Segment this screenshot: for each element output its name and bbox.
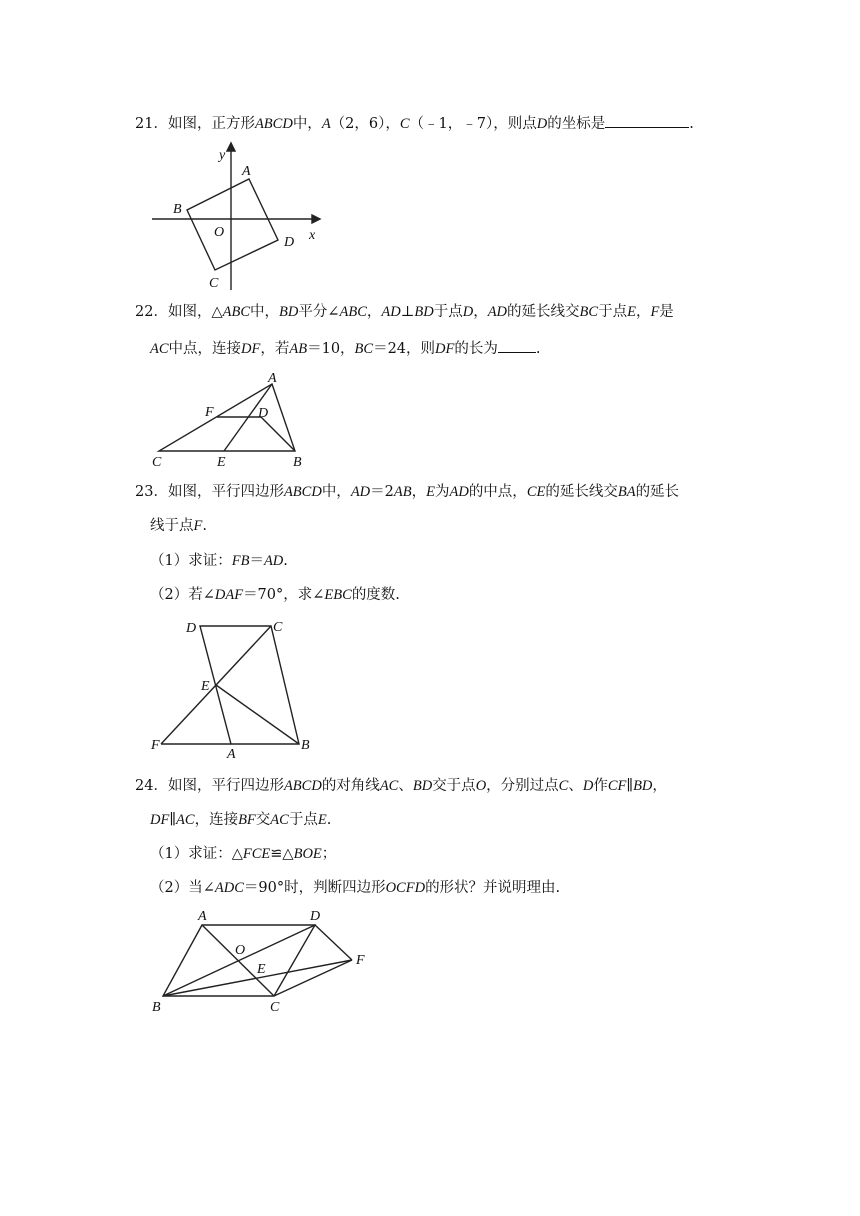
q23-part-1 xyxy=(150,551,288,571)
q24-segment: ，连接 xyxy=(194,812,239,828)
q23-var: EBC xyxy=(324,587,352,603)
q22-var: D xyxy=(462,304,474,320)
q24-var: AC xyxy=(270,812,289,828)
q23-var: FB xyxy=(231,553,250,569)
label-f: F xyxy=(205,405,214,420)
q22-segment: ＝10， xyxy=(307,341,355,357)
q23-var: AB xyxy=(393,484,412,500)
q24-var: ABCD xyxy=(283,778,322,794)
q22-var: AB xyxy=(289,341,308,357)
q24-segment: 交于点 xyxy=(432,778,476,794)
q24-segment: 如图，平行四边形 xyxy=(167,778,284,794)
segment-cf xyxy=(274,960,352,996)
q22-var: AD xyxy=(487,304,508,320)
square-abcd xyxy=(187,179,278,270)
q24-segment: ，分别过点 xyxy=(486,778,559,794)
q23-segment: . xyxy=(283,553,288,569)
q22-line-2 xyxy=(150,337,540,359)
q24-segment: 、 xyxy=(398,778,413,794)
q23-segment: （1）求证： xyxy=(150,553,232,569)
label-o: O xyxy=(235,943,246,958)
q21-text xyxy=(135,112,694,134)
q23-var: AD xyxy=(449,484,469,500)
q22-var: ABC xyxy=(339,304,367,320)
q23-segment: 线于点 xyxy=(150,518,194,534)
q22-var: DF xyxy=(241,341,261,357)
q23-var: DAF xyxy=(214,587,244,603)
q22-segment: ， xyxy=(366,304,382,320)
q23-segment: 的延长 xyxy=(635,484,680,500)
q24-segment: ∥ xyxy=(169,812,177,828)
q24-var: ADC xyxy=(214,880,244,896)
label-a: A xyxy=(198,909,207,924)
diagonal-bd xyxy=(163,925,315,996)
label-d: D xyxy=(258,406,269,421)
q22-var: ABC xyxy=(222,304,250,320)
q23-segment: 中， xyxy=(321,484,351,500)
q24-var: FCE xyxy=(242,846,271,862)
label-x: x xyxy=(309,228,316,243)
q22-line-1 xyxy=(135,302,674,322)
q24-segment: ∥ xyxy=(626,778,634,794)
label-d: D xyxy=(284,235,295,250)
label-c: C xyxy=(152,455,162,470)
q24-segment: . xyxy=(326,812,332,828)
q23-var: ABCD xyxy=(283,484,322,500)
q22-segment: 是 xyxy=(659,304,674,320)
q24-segment: （1）求证：△ xyxy=(150,846,243,862)
q22-segment: 于点 xyxy=(433,304,463,320)
label-c: C xyxy=(270,1000,280,1015)
q24-var: C xyxy=(558,778,569,794)
q23-segment: ＝70°，求∠ xyxy=(243,587,325,603)
q24-var: BF xyxy=(238,812,256,828)
q24-var: E xyxy=(317,812,327,828)
q24-segment: 于点 xyxy=(288,812,318,828)
label-c: C xyxy=(209,276,219,291)
q23-var: AD xyxy=(350,484,371,500)
q23-var: E xyxy=(426,484,435,500)
q22-var: BC xyxy=(354,341,374,357)
q23-segment: ＝2 xyxy=(370,484,394,500)
q24-number: 24． xyxy=(135,778,168,794)
q22-var: BC xyxy=(579,304,599,320)
q21-number: 21． xyxy=(135,116,168,132)
q22-var: AC xyxy=(150,341,169,357)
q22-var: F xyxy=(650,304,660,320)
label-a: A xyxy=(242,164,251,179)
q24-var: O xyxy=(475,778,487,794)
q23-line-1 xyxy=(135,482,679,502)
q24-var: DF xyxy=(150,812,170,828)
segment-df xyxy=(315,925,352,960)
q24-part-2 xyxy=(150,878,560,898)
q24-line-1 xyxy=(135,776,667,796)
q24-var: BOE xyxy=(293,846,322,862)
q21-var: D xyxy=(536,116,548,132)
q23-number: 23． xyxy=(135,484,168,500)
q24-var: AC xyxy=(379,778,399,794)
q21-segment: 中， xyxy=(292,116,322,132)
q22-segment: 的长为 xyxy=(454,341,498,357)
q24-var: BD xyxy=(412,778,433,794)
label-f: F xyxy=(356,953,365,968)
label-e: E xyxy=(201,679,210,694)
q22-figure xyxy=(150,368,310,470)
q22-segment: 的延长线交 xyxy=(507,304,580,320)
q23-var: AD xyxy=(263,553,284,569)
q23-segment: 的延长线交 xyxy=(545,484,618,500)
q22-segment: 中点，连接 xyxy=(168,341,242,357)
q22-segment: 平分∠ xyxy=(298,304,340,320)
q21-var: A xyxy=(321,116,331,132)
q24-segment: 交 xyxy=(255,812,271,828)
q24-segment: ， xyxy=(652,778,667,794)
label-a: A xyxy=(268,371,277,386)
q23-segment: 为 xyxy=(434,484,450,500)
parallelogram-abcd xyxy=(200,626,299,744)
q22-segment: ， xyxy=(635,304,651,320)
q24-segment: ； xyxy=(321,846,337,862)
q23-var: BA xyxy=(617,484,636,500)
label-c: C xyxy=(273,620,283,635)
q23-segment: ＝ xyxy=(249,553,264,569)
label-f: F xyxy=(151,738,160,753)
q21-segment: . xyxy=(689,116,694,132)
q24-var: CF xyxy=(607,778,627,794)
q22-segment: 如图，△ xyxy=(167,304,223,320)
label-e: E xyxy=(257,962,266,977)
q22-segment: ⊥ xyxy=(400,304,415,320)
q24-part-1 xyxy=(150,844,336,864)
q21-figure xyxy=(150,142,325,292)
q22-segment: 中， xyxy=(250,304,279,320)
x-axis-arrow xyxy=(312,215,320,223)
q24-segment: ＝90°时，判断四边形 xyxy=(243,880,386,896)
y-axis-arrow xyxy=(227,143,235,151)
q24-var: OCFD xyxy=(385,880,426,896)
q24-segment: （2）当∠ xyxy=(150,880,215,896)
q23-var: F xyxy=(193,518,203,534)
q24-segment: 的形状？并说明理由. xyxy=(425,880,561,896)
q22-segment: 于点 xyxy=(598,304,628,320)
q22-segment: ， xyxy=(473,304,488,320)
q23-line-2 xyxy=(150,516,207,536)
label-b: B xyxy=(152,1000,161,1015)
q24-segment: 、 xyxy=(568,778,583,794)
q22-var: BD xyxy=(414,304,434,320)
q21-segment: 如图，正方形 xyxy=(167,116,255,132)
q24-figure xyxy=(150,905,380,1017)
q22-var: AD xyxy=(381,304,401,320)
answer-blank xyxy=(498,337,536,353)
q23-segment: . xyxy=(202,518,207,534)
q22-var: BD xyxy=(279,304,299,320)
q24-var: BD xyxy=(633,778,653,794)
q23-part-2 xyxy=(150,585,400,605)
q22-var: E xyxy=(627,304,636,320)
label-b: B xyxy=(293,455,302,470)
label-y: y xyxy=(219,148,226,163)
q24-var: D xyxy=(582,778,594,794)
label-d: D xyxy=(186,621,197,636)
q23-segment: 如图，平行四边形 xyxy=(167,484,284,500)
q21-segment: 的坐标是 xyxy=(547,116,606,132)
label-d: D xyxy=(310,909,321,924)
q24-segment: 的对角线 xyxy=(321,778,380,794)
q24-segment: ≌△ xyxy=(270,846,294,862)
q24-line-2 xyxy=(150,810,331,830)
q21-segment: （﹣1，﹣7），则点 xyxy=(409,116,537,132)
q23-segment: 的度数. xyxy=(351,587,400,603)
label-b: B xyxy=(301,738,310,753)
label-o: O xyxy=(214,225,225,240)
q22-number: 22． xyxy=(135,304,168,320)
q21-var: C xyxy=(399,116,410,132)
q24-var: AC xyxy=(176,812,195,828)
q22-segment: ＝24，则 xyxy=(373,341,436,357)
q21-segment: （2，6）， xyxy=(330,116,400,132)
q23-segment: 的中点， xyxy=(468,484,527,500)
label-e: E xyxy=(217,455,226,470)
label-b: B xyxy=(173,202,182,217)
q23-segment: （2）若∠ xyxy=(150,587,215,603)
label-a: A xyxy=(227,747,236,762)
answer-blank xyxy=(605,112,689,128)
q22-segment: ，若 xyxy=(260,341,290,357)
q22-segment: . xyxy=(535,341,541,357)
q22-var: DF xyxy=(435,341,455,357)
q23-figure xyxy=(148,615,323,760)
q21-var: ABCD xyxy=(254,116,293,132)
q23-var: CE xyxy=(526,484,546,500)
q23-segment: ， xyxy=(411,484,427,500)
q24-segment: 作 xyxy=(593,778,608,794)
